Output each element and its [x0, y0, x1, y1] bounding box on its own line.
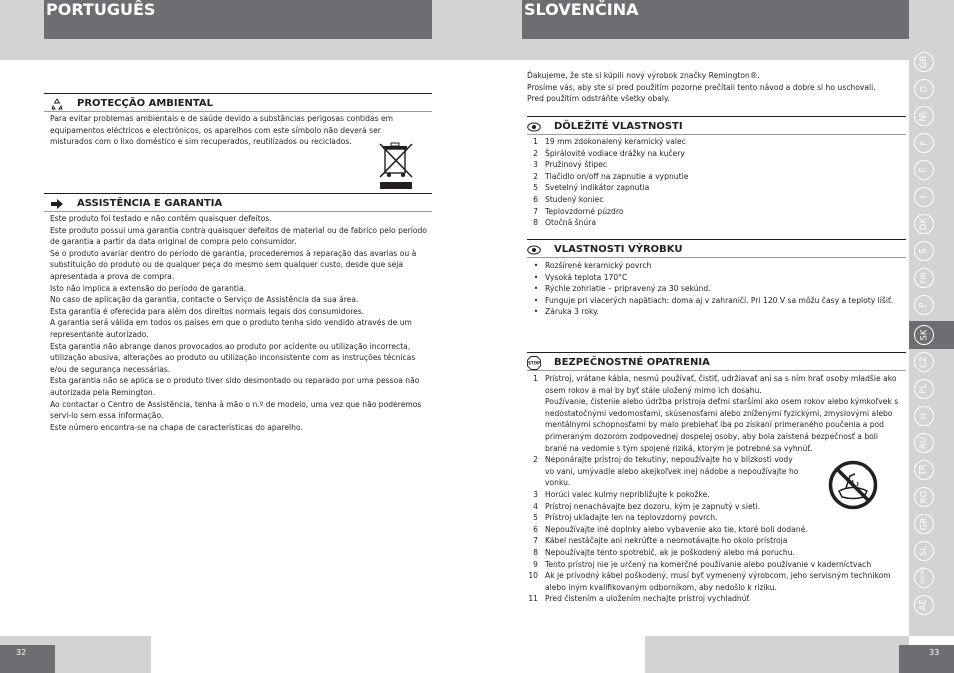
- list-item: 11 Pred čistením a uložením nechajte prístroj vychladnúť: [528, 594, 750, 604]
- language-tabs: [909, 47, 954, 636]
- list-item: 5 Prístroj ukladajte len na teplovzdorný povrch.: [533, 513, 718, 523]
- section-rule: [527, 370, 906, 371]
- service-paragraph: Este produto possui uma garantia contra quaisquer defeitos de material ou de fabrico pelo período de garantia a partir da data original de compra pelo consumidor.: [50, 225, 427, 247]
- service-paragraph: Se o produto avariar dentro do período de garantia, procederemos à reparação das avarias ou à substituição do produto ou de qualquer peça do mesmo sem qualquer custo, desde que seja apresentada a prova de compra.: [50, 248, 417, 281]
- list-item: 8 Nepoužívajte tento spotrebič, ak je poškodený alebo má poruchu.: [533, 547, 795, 557]
- features-heading: [527, 121, 683, 133]
- env-text: Para evitar problemas ambientais e de saúde devido a substâncias perigosas contidas em equipamentos eléctricos e electrónicos, os aparelhos com este símbolo não deverá ser misturados com o lixo doméstico e sim recuperados, reutilizados ou reciclados.: [50, 114, 394, 147]
- intro-text: [527, 70, 907, 105]
- list-item: 10 Ak je prívodný kábel poškodený, musí byť vymenený výrobcom, jeho servisným technikom alebo iným kvalifikovaným odborníkom, aby nedošlo k riziku.: [528, 571, 891, 592]
- list-item: 6 Studený koniec: [533, 194, 604, 204]
- env-title: PROTECÇÃO AMBIENTAL: [77, 98, 213, 109]
- section-rule: [527, 116, 906, 117]
- stop-icon: [527, 357, 541, 369]
- lang-tab-cz[interactable]: CZ: [914, 352, 934, 372]
- list-item: 5 Svetelný indikátor zapnutia: [533, 183, 650, 193]
- section-rule: [527, 134, 906, 135]
- page-number-left: 32: [0, 645, 55, 673]
- list-item: 1 19 mm zdokonalený keramický valec: [533, 137, 686, 146]
- list-item: 8 Otočná šnúra: [533, 218, 597, 228]
- service-paragraph: Ao contactar o Centro de Assistência, tenha à mão o n.º de modelo, uma vez que não poderemos servi-lo sem essa informação.: [50, 399, 422, 421]
- page-number-right: 33: [899, 645, 954, 673]
- eye-icon: [527, 121, 541, 133]
- section-rule: [44, 111, 432, 112]
- lang-tab-i[interactable]: I: [914, 187, 934, 207]
- intro-line: Ďakujeme, že ste si kúpili nový výrobok značky Remington®.: [527, 71, 760, 80]
- list-item: • Vysoká teplota 170°C: [533, 272, 628, 282]
- safety-heading: [527, 357, 710, 369]
- service-paragraph: A garantia será válida em todos os países em que o produto tenha sido vendido através de um representante autorizado.: [50, 318, 412, 339]
- service-paragraph: Esta garantia é oferecida para além dos direitos normais legais dos consumidores.: [50, 306, 365, 316]
- list-item: Používanie, čistenie alebo údržba prístroja deťmi staršími ako osem rokov alebo kýmkoľvek s nedostatočnými vedomosťami, skúsenosťami alebo zníženými fyzickými, zmyslovými alebo mentálnymi schopnosťami by malo prebiehať iba po získaní primeraného poučenia a pod primeraným dozorom zodpovednej dospelej osoby, aby bola zaistená bezpečnosť a boli brané na vedomie s tým spojené riziká, ktorým je potrebné sa vyhnúť.: [545, 397, 899, 453]
- section-rule: [527, 352, 906, 353]
- service-paragraph: Este número encontra-se na chapa de características do aparelho.: [50, 422, 303, 432]
- list-item: 7 Teplovzdorné púzdro: [533, 206, 624, 216]
- list-item: 2 Neponárajte prístroj do tekutiny, nepoužívajte ho v blízkosti vody vo vani, umývadle alebo akejkoľvek inej nádobe a nepoužívajte ho vonku.: [533, 455, 799, 488]
- service-paragraph: No caso de aplicação da garantia, contacte o Serviço de Assistência da sua área.: [50, 295, 359, 305]
- env-heading: [50, 98, 213, 110]
- svg-text:STOP: STOP: [528, 360, 540, 366]
- lang-tab-sl[interactable]: SL: [914, 541, 934, 561]
- features-title: DÔLEŽITÉ VLASTNOSTI: [554, 121, 683, 132]
- list-item: • Funguje pri viacerých napätiach: doma aj v zahraničí. Pri 120 V sa môžu časy a teploty líšiť.: [533, 295, 894, 305]
- list-item: 1 Prístroj, vrátane kábla, nesmú používať, čistiť, udržiavať ani sa s ním hrať osoby mladšie ako osem rokov a mal by byť stále uložený mimo ich dosahu.: [533, 374, 897, 395]
- lang-tab-f[interactable]: F: [914, 133, 934, 153]
- product-list: [527, 260, 903, 318]
- lang-tab-ae[interactable]: AE: [914, 595, 934, 615]
- lang-tab-pl[interactable]: PL: [914, 379, 934, 399]
- lang-tab-ru[interactable]: RU: [914, 433, 934, 453]
- intro-line: Pred použitím odstráňte všetky obaly.: [527, 94, 670, 104]
- list-item: 6 Nepoužívajte iné doplnky alebo vybavenie ako tie, ktoré boli dodané.: [533, 524, 808, 534]
- section-rule: [44, 193, 432, 194]
- list-item: 9 Tento prístroj nie je určený na komerčné používanie alebo používanie v kaderníctvach: [533, 559, 872, 569]
- lang-tab-ro[interactable]: RO: [914, 487, 934, 507]
- list-item: 2 Špirálovité vodiace drážky na kučery: [533, 148, 685, 158]
- lang-tab-gr[interactable]: GR: [914, 514, 934, 534]
- list-item: • Záruka 3 roky.: [533, 307, 599, 317]
- features-list: [527, 136, 688, 229]
- lang-tab-e[interactable]: E: [914, 160, 934, 180]
- service-text: [50, 213, 434, 433]
- service-heading: [50, 198, 222, 210]
- lang-tab-fin[interactable]: FIN: [914, 268, 934, 288]
- lang-tab-h[interactable]: H: [914, 406, 934, 426]
- service-paragraph: Esta garantia não abrange danos provocados ao produto por acidente ou utilização incorrecta, utilização abusiva, alterações ao produto ou utilização inconsistente com as instruções técnicas e/ou de segurança necessárias.: [50, 341, 416, 374]
- list-item: 3 Pružinový štipec: [533, 160, 608, 170]
- list-item: 3 Horúci valec kulmy nepribližujte k pokožke.: [533, 489, 710, 499]
- service-paragraph: Este produto foi testado e não contém quaisquer defeitos.: [50, 214, 272, 223]
- product-title: VLASTNOSTI VÝROBKU: [554, 244, 683, 255]
- recycle-icon: [50, 98, 64, 110]
- lang-tab-gb[interactable]: GB: [914, 52, 934, 72]
- weee-bin-icon: [376, 141, 416, 191]
- lang-tab-dk[interactable]: DK: [914, 214, 934, 234]
- safety-title: BEZPEČNOSTNÉ OPATRENIA: [554, 357, 710, 368]
- page-header-left: PORTUGUÊS: [44, 0, 432, 39]
- intro-line: Prosíme vás, aby ste si pred použitím pozorne prečítali tento návod a dobre si ho uschovali.: [527, 82, 876, 92]
- lang-tab-d[interactable]: D: [914, 79, 934, 99]
- section-rule: [527, 239, 906, 240]
- lang-tab-nl[interactable]: NL: [914, 106, 934, 126]
- list-item: • Rýchle zohriatie – pripravený za 30 sekúnd.: [533, 284, 711, 294]
- section-rule: [527, 257, 906, 258]
- service-title: ASSISTÊNCIA E GARANTIA: [77, 198, 223, 209]
- product-heading: [527, 244, 682, 256]
- list-item: 7 Kábel nestáčajte ani nekrúťte a neomotávajte ho okolo prístroja: [533, 536, 788, 546]
- footer-band-right: [645, 636, 909, 673]
- arrow-right-icon: [50, 198, 64, 210]
- list-item: • Rozšírené keramický povrch: [533, 261, 652, 270]
- lang-tab-hr-srb[interactable]: HR/SRB: [914, 568, 934, 588]
- list-item: 2 Tlačidlo on/off na zapnutie a vypnutie: [533, 171, 689, 181]
- page-header-right: SLOVENČINA: [522, 0, 909, 39]
- eye-icon: [527, 244, 541, 256]
- service-paragraph: Isto não implica a extensão do período de garantia.: [50, 283, 247, 293]
- list-item: 4 Prístroj nenachávajte bez dozoru, kým je zapnutý v sieti.: [533, 501, 761, 511]
- lang-tab-s[interactable]: S: [914, 241, 934, 261]
- service-paragraph: Esta garantia não se aplica se o produto tiver sido desmontado ou reparado por uma pessoa não autorizada pela Remington.: [50, 376, 420, 397]
- lang-tab-p[interactable]: P: [914, 295, 934, 315]
- section-rule: [44, 211, 432, 212]
- section-rule: [44, 93, 432, 94]
- no-water-icon: [828, 460, 878, 510]
- lang-tab-sk[interactable]: SK: [914, 325, 934, 345]
- lang-tab-tr[interactable]: TR: [914, 460, 934, 480]
